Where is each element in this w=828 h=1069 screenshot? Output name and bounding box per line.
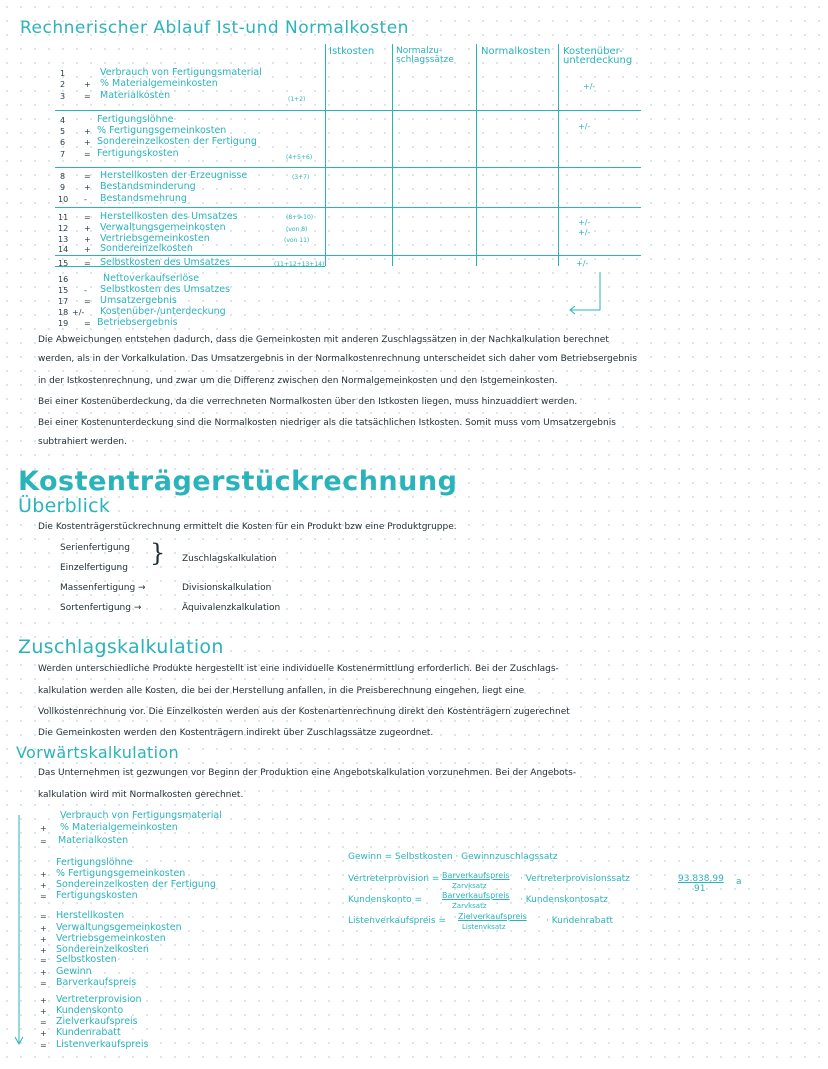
section-title-vorwaerts: Vorwärtskalkulation — [16, 743, 179, 762]
row-number: 9 — [60, 183, 66, 192]
list-op: = — [40, 1041, 47, 1050]
row-number: 15 — [58, 286, 69, 295]
row-label: Kostenüber-/unterdeckung — [100, 306, 226, 317]
list-item: Kundenrabatt — [56, 1027, 121, 1038]
list-op: + — [40, 1029, 47, 1038]
row-op: + — [84, 224, 91, 233]
list-op: = — [40, 956, 47, 965]
row-ref: (8+9-10) — [286, 214, 314, 221]
row-label: Herstellkosten des Umsatzes — [100, 211, 238, 222]
row-op: + — [84, 183, 91, 192]
kalkulation-item: Divisionskalkulation — [182, 583, 272, 593]
row-ref: (von 8) — [286, 226, 308, 233]
row-number: 16 — [58, 275, 69, 284]
row-op: = — [84, 150, 91, 159]
paragraph-line: Vollkostenrechnung vor. Die Einzelkosten werden aus der Kostenartenrechnung direkt den Kostenträgern zugerechnet — [38, 707, 570, 717]
row-label: Fertigungskosten — [97, 148, 179, 159]
col-header-kostenueber: Kostenüber-unterdeckung — [563, 46, 633, 66]
list-op: = — [40, 912, 47, 921]
list-item: % Fertigungsgemeinkosten — [56, 868, 186, 879]
row-op: = — [84, 92, 91, 101]
paragraph-line: werden, als in der Vorkalkulation. Das Umsatzergebnis in der Normalkostenrechnung unterscheidet sich daher vom Betriebsergebnis — [38, 354, 637, 364]
list-op: + — [40, 924, 47, 933]
row-label: Fertigungslöhne — [97, 114, 174, 125]
fertigung-item: Serienfertigung — [60, 543, 130, 553]
row-op: + — [84, 127, 91, 136]
kalkulation-item: Äquivalenzkalkulation — [182, 603, 281, 613]
list-op: = — [40, 892, 47, 901]
list-item: Barverkaufspreis — [56, 977, 137, 988]
example-tail: a — [736, 877, 742, 887]
row-number: 5 — [60, 127, 66, 136]
row-ref: (von 11) — [284, 237, 310, 244]
plusminus-mark: +/- — [578, 122, 591, 131]
row-ref: (1+2) — [288, 96, 306, 103]
paragraph-line: Die Abweichungen entstehen dadurch, dass die Gemeinkosten mit anderen Zuschlagssätzen in der Nachkalkulation berechnet — [38, 335, 609, 345]
down-arrow-icon — [12, 815, 26, 1050]
plusminus-mark: +/- — [578, 218, 591, 227]
list-item: Sondereinzelkosten der Fertigung — [56, 879, 216, 890]
row-label: Herstellkosten der Erzeugnisse — [100, 170, 248, 181]
formula-liste-left: Listenverkaufspreis = — [348, 916, 447, 926]
row-label: Sondereinzelkosten der Fertigung — [97, 136, 257, 147]
formula-gewinn: Gewinn = Selbstkosten · Gewinnzuschlagssatz — [348, 852, 558, 862]
list-item: Herstellkosten — [56, 910, 125, 921]
row-number: 4 — [60, 116, 66, 125]
list-op: + — [40, 946, 47, 955]
paragraph-line: Das Unternehmen ist gezwungen vor Beginn der Produktion eine Angebotskalkulation vorzunehmen. Bei der Angebots- — [38, 768, 577, 778]
list-op: + — [40, 968, 47, 977]
row-number: 11 — [58, 213, 69, 222]
section-title-zuschlag: Zuschlagskalkulation — [18, 636, 224, 658]
formula-vertreter-den: Zarvksatz — [452, 882, 487, 890]
plusminus-mark: +/- — [578, 228, 591, 237]
list-item: Fertigungslöhne — [56, 857, 133, 868]
list-op: + — [40, 996, 47, 1005]
row-label: Bestandsmehrung — [100, 193, 187, 204]
row-op: - — [84, 286, 87, 295]
list-op: = — [40, 1018, 47, 1027]
formula-skonto-den: Zarvksatz — [452, 902, 487, 910]
list-op: + — [40, 881, 47, 890]
row-number: 18 — [58, 308, 69, 317]
row-number: 7 — [60, 150, 66, 159]
fertigung-item: Einzelfertigung — [60, 563, 128, 573]
row-op: +/- — [72, 308, 85, 317]
row-label: Verbrauch von Fertigungsmaterial — [100, 67, 262, 78]
row-label: Materialkosten — [100, 90, 171, 101]
kalkulation-item: Zuschlagskalkulation — [182, 554, 277, 564]
row-ref: (3+7) — [292, 174, 310, 181]
list-item: Materialkosten — [58, 835, 129, 846]
list-item: Sondereinzelkosten — [56, 944, 149, 955]
formula-liste-right: · Kundenrabatt — [546, 916, 614, 926]
row-number: 19 — [58, 319, 69, 328]
paragraph-line: subtrahiert werden. — [38, 437, 127, 447]
list-item: Fertigungskosten — [56, 890, 138, 901]
row-label: Bestandsminderung — [100, 181, 196, 192]
row-op: = — [84, 259, 91, 268]
row-number: 14 — [58, 245, 69, 254]
list-item: Gewinn — [56, 966, 92, 977]
row-op: + — [84, 235, 91, 244]
row-label: Vertriebsgemeinkosten — [100, 233, 210, 244]
row-number: 2 — [60, 80, 66, 89]
row-label: Betriebsergebnis — [97, 317, 178, 328]
formula-vertreter-right: · Vertreterprovisionssatz — [520, 874, 630, 884]
row-number: 1 — [60, 69, 66, 78]
brace-icon: } — [150, 539, 166, 567]
section-subtitle-ueberblick: Überblick — [18, 495, 111, 517]
fertigung-item: Sortenfertigung → — [60, 603, 142, 613]
list-op: + — [40, 1007, 47, 1016]
row-label: Selbstkosten des Umsatzes — [100, 257, 231, 268]
row-op: + — [84, 138, 91, 147]
paragraph-line: in der Istkostenrechnung, und zwar um die Differenz zwischen den Normalgemeinkosten und den Istgemeinkosten. — [38, 376, 558, 386]
formula-liste-den: Listenvksatz — [462, 923, 506, 931]
list-op: + — [40, 870, 47, 879]
list-item: Vertreterprovision — [56, 994, 142, 1005]
row-number: 13 — [58, 235, 69, 244]
row-label: Nettoverkaufserlöse — [103, 273, 200, 284]
plusminus-mark: +/- — [583, 82, 596, 91]
fertigung-item: Massenfertigung → — [60, 583, 146, 593]
row-label: Selbstkosten des Umsatzes — [100, 284, 231, 295]
row-op: = — [84, 213, 91, 222]
section-title-ablauf: Rechnerischer Ablauf Ist-und Normalkosten — [20, 18, 409, 38]
section-title-kostentraeger: Kostenträgerstückrechnung — [18, 466, 458, 497]
row-label: Umsatzergebnis — [100, 295, 177, 306]
row-number: 8 — [60, 172, 66, 181]
paragraph-line: Werden unterschiedliche Produkte hergestellt ist eine individuelle Kostenermittlung erforderlich. Bei der Zuschlags- — [38, 664, 559, 674]
formula-liste-num: Zielverkaufspreis — [458, 912, 527, 921]
list-item: Kundenskonto — [56, 1005, 124, 1016]
example-denominator: 91 — [694, 884, 706, 894]
row-label: % Materialgemeinkosten — [100, 78, 218, 89]
row-number: 3 — [60, 92, 66, 101]
plusminus-mark: +/- — [576, 259, 589, 268]
col-header-normalkosten: Normalkosten — [481, 46, 551, 57]
paragraph-line: Die Gemeinkosten werden den Kostenträgern indirekt über Zuschlagssätze zugeordnet. — [38, 728, 434, 738]
row-label: Verwaltungsgemeinkosten — [100, 222, 226, 233]
list-op: + — [40, 824, 47, 833]
row-number: 12 — [58, 224, 69, 233]
list-item: Selbstkosten — [56, 954, 117, 965]
row-op: = — [84, 297, 91, 306]
list-op: = — [40, 979, 47, 988]
row-label: % Fertigungsgemeinkosten — [97, 125, 227, 136]
row-ref: (11+12+13+14) — [274, 261, 325, 268]
col-header-normalzuschlag: Normalzu-schlagssätze — [396, 46, 454, 65]
formula-skonto-right: · Kundenskontosatz — [520, 895, 608, 905]
row-op: - — [84, 195, 87, 204]
row-op: = — [84, 172, 91, 181]
list-op: + — [40, 935, 47, 944]
paragraph-line: Bei einer Kostenüberdeckung, da die verrechneten Normalkosten über den Istkosten liegen, muss hinzuaddiert werden. — [38, 397, 578, 407]
formula-vertreter-left: Vertreterprovision = — [348, 874, 440, 884]
list-item: % Materialgemeinkosten — [60, 822, 178, 833]
row-number: 10 — [58, 195, 69, 204]
row-label: Sondereinzelkosten — [100, 243, 193, 254]
row-number: 17 — [58, 297, 69, 306]
paragraph-line: kalkulation werden alle Kosten, die bei der Herstellung anfallen, in die Preisberechnung eingehen, liegt eine — [38, 686, 525, 696]
formula-vertreter-num: Barverkaufspreis — [442, 871, 510, 880]
example-numerator: 93.838,99 — [678, 874, 724, 884]
paragraph-line: Bei einer Kostenunterdeckung sind die Normalkosten niedriger als die tatsächlichen Istkosten. Somit muss vom Umsatzergebnis — [38, 418, 616, 428]
formula-skonto-left: Kundenskonto = — [348, 895, 423, 905]
row-ref: (4+5+6) — [286, 154, 313, 161]
list-op: = — [40, 837, 47, 846]
row-number: 15 — [58, 259, 69, 268]
list-item: Verbrauch von Fertigungsmaterial — [60, 810, 222, 821]
row-op: = — [84, 319, 91, 328]
row-op: + — [84, 245, 91, 254]
return-arrow-icon — [565, 268, 615, 320]
list-item: Listenverkaufspreis — [56, 1039, 149, 1050]
paragraph-line: kalkulation wird mit Normalkosten gerechnet. — [38, 790, 244, 800]
col-header-istkosten: Istkosten — [329, 46, 375, 57]
intro-text: Die Kostenträgerstückrechnung ermittelt die Kosten für ein Produkt bzw eine Produktgruppe. — [38, 522, 457, 532]
row-op: + — [84, 80, 91, 89]
list-item: Vertriebsgemeinkosten — [56, 933, 166, 944]
list-item: Verwaltungsgemeinkosten — [56, 922, 182, 933]
formula-skonto-num: Barverkaufspreis — [442, 891, 510, 900]
list-item: Zielverkaufspreis — [56, 1016, 138, 1027]
row-number: 6 — [60, 138, 66, 147]
